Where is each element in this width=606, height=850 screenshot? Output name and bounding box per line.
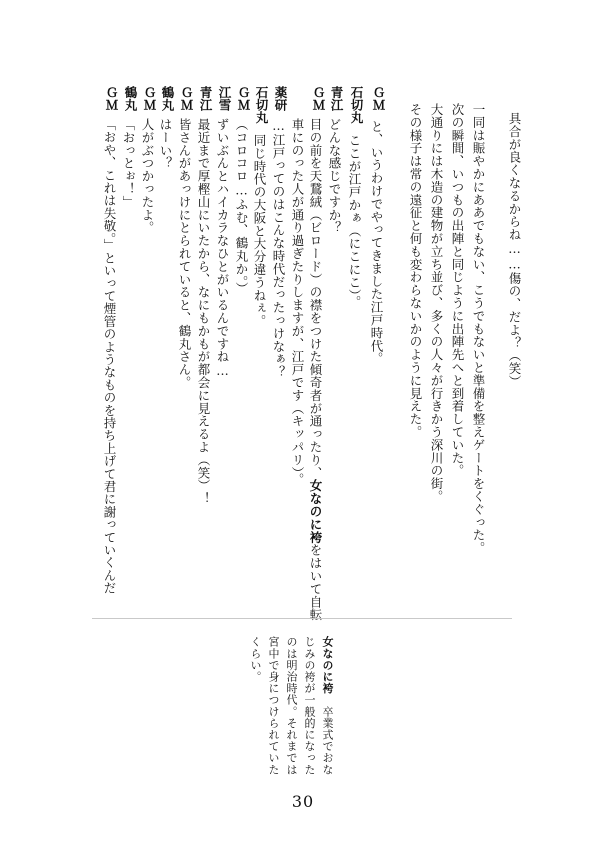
speaker-label: 薬研 — [273, 86, 288, 111]
speaker-label: 江雪 — [217, 86, 232, 111]
speaker-label: ＧＭ — [104, 86, 119, 111]
narration-line-4: 大通りには木造の建物が立ち並び、多くの人々が行きかう深川の街。 — [429, 103, 444, 503]
footnote-line-1 — [319, 636, 335, 775]
footnote-line-3: のは明治時代。それまでは — [285, 636, 298, 776]
dialogue-line: ずいぶんとハイカラなひとがいるんですね… — [215, 118, 230, 379]
speaker-label: 石切丸 — [254, 86, 269, 124]
dialogue-line: 「おや、これは失敬。」といって煙管のようなものを持ち上げて君に謝っていくんだ — [102, 118, 117, 595]
dialogue-line: と、いうわけでやってきました江戸時代。 — [369, 120, 384, 366]
dialogue-line — [307, 118, 324, 621]
dialogue-line: 同じ時代の大阪と大分違うねぇ。 — [252, 134, 267, 328]
footnote-line-5: くらい。 — [249, 636, 262, 683]
narration-line-5: その様子は常の遠征と何も変わらないかのように見えた。 — [408, 103, 423, 439]
dialogue-text: 目の前を天鵞絨（ビロード）の襟をつけた傾奇者が通ったり、 — [308, 118, 323, 480]
dialogue-line: （コロコロ…ふむ、鶴丸か。） — [234, 118, 249, 295]
speaker-label: 鶴丸 — [123, 86, 138, 111]
footnote-line-2: じみの袴が一般的になった — [303, 636, 316, 776]
dialogue-line: 皆さんがあっけにとられていると、鶴丸さん。 — [177, 118, 192, 389]
speaker-label: 石切丸 — [349, 86, 364, 124]
dialogue-line: 最近まで厚樫山にいたから、なにもかもが都会に見えるよ（笑）！ — [196, 118, 211, 505]
dialogue-line: …江戸ってのはこんな時代だったっけなぁ？ — [271, 118, 286, 379]
dialogue-line: はーい？ — [158, 118, 173, 170]
dialogue-line: 人がぶつかったよ。 — [140, 118, 155, 235]
narration-line-3: 次の瞬間、いつもの出陣と同じように出陣先へと到着していた。 — [450, 103, 465, 478]
speaker-label: 青江 — [198, 86, 213, 111]
footnote-divider — [92, 618, 512, 619]
speaker-label: 青江 — [329, 86, 344, 111]
footnote-line-4: 宮中で身につけられていた — [267, 636, 280, 776]
page-number: 30 — [291, 792, 315, 811]
dialogue-line: どんな感じですか？ — [327, 118, 342, 235]
speaker-label: ＧＭ — [311, 86, 326, 111]
footnote-text: 卒業式でおな — [321, 705, 334, 776]
speaker-label: 鶴丸 — [160, 86, 175, 111]
dialogue-text-tail: をはいて自転 — [308, 543, 323, 622]
speaker-label: ＧＭ — [179, 86, 194, 111]
speaker-label: ＧＭ — [371, 86, 386, 111]
speaker-label: ＧＭ — [142, 86, 157, 111]
footnote-term: 女なのに袴 — [321, 636, 334, 694]
footnote-reference-term: 女なのに袴 — [308, 479, 323, 544]
narration-line-1: 具合が良くなるからね……傷の、だよ？（笑） — [507, 112, 522, 388]
dialogue-line: ここが江戸かぁ（にこにこ）。 — [347, 134, 362, 309]
dialogue-continuation: 車にのった人が通り過ぎたりしますが、江戸です（キッパリ）。 — [290, 118, 305, 486]
speaker-label: ＧＭ — [236, 86, 251, 111]
narration-line-2: 一同は賑やかにああでもない、こうでもないと準備を整えゲートをくぐった。 — [471, 103, 486, 555]
dialogue-line: 「おっとぉ！」 — [121, 118, 136, 209]
